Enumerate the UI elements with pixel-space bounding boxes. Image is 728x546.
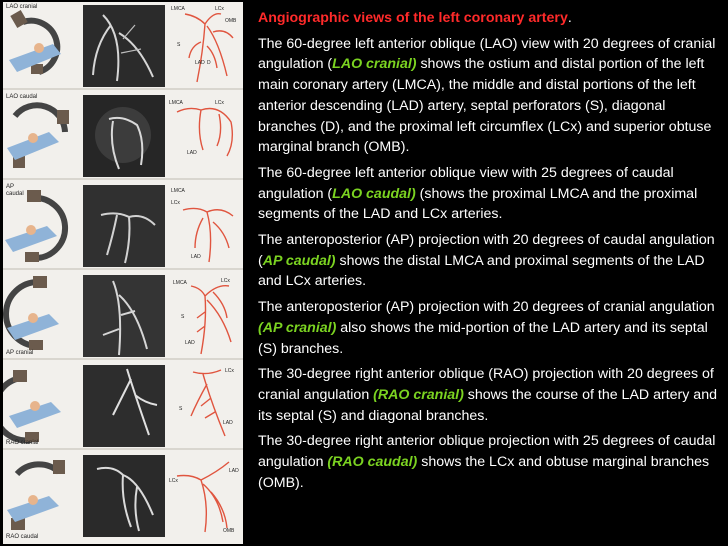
paragraph-text: The 60-degree left anterior oblique view with 25 degrees of caudal angulation ( bbox=[258, 164, 674, 202]
vessel-label: LMCA bbox=[171, 188, 185, 194]
c-arm-schematic bbox=[3, 2, 81, 90]
paragraph-rao-caudal bbox=[258, 431, 720, 493]
view-row-rao-cranial bbox=[3, 362, 243, 450]
paragraph-text: The 60-degree left anterior oblique (LAO) view with 20 degrees of cranial angulation ( bbox=[258, 35, 716, 73]
view-highlight: (AP cranial) bbox=[258, 319, 337, 336]
vessel-label: OMB bbox=[223, 528, 235, 534]
vessel-label: OMB bbox=[225, 18, 237, 24]
vessel-label: LAD bbox=[185, 340, 195, 346]
coronary-tree-diagram bbox=[167, 2, 243, 90]
view-highlight: LAO cranial) bbox=[332, 56, 417, 73]
paragraph-ap-caudal bbox=[258, 230, 720, 292]
paragraph-text: shows the ostium and distal portion of the left main coronary artery (LMCA), the middle and distal portions of the left anterior descending (LAD) artery, septal perforators (S), diagonal branches (D), and the proximal left circumflex (LCx) and superior obtuse marginal branch (OMB). bbox=[258, 56, 712, 156]
heading-line bbox=[258, 8, 720, 29]
view-label: LAO cranial bbox=[6, 4, 38, 10]
coronary-tree-diagram bbox=[167, 92, 243, 180]
c-arm-schematic bbox=[3, 92, 81, 180]
vessel-label: S bbox=[179, 406, 183, 412]
view-row-lao-cranial bbox=[3, 2, 243, 90]
paragraph-text: The anteroposterior (AP) projection with 20 degrees of caudal angulation ( bbox=[258, 232, 715, 269]
c-arm-schematic bbox=[3, 362, 81, 450]
section-heading: Angiographic views of the left coronary artery bbox=[258, 10, 568, 26]
view-highlight: LAO caudal) bbox=[332, 185, 416, 202]
view-highlight: (RAO cranial) bbox=[373, 386, 464, 403]
view-highlight: (RAO caudal) bbox=[327, 454, 418, 471]
vessel-label: LCx bbox=[221, 278, 230, 284]
angiogram-image bbox=[83, 455, 165, 537]
coronary-tree-diagram bbox=[167, 182, 243, 270]
vessel-label: LMCA bbox=[173, 280, 187, 286]
vessel-label: LAD bbox=[187, 150, 197, 156]
vessel-label: LCx bbox=[215, 6, 224, 12]
vessel-label: LAD bbox=[223, 420, 233, 426]
paragraph-text: shows the course of the LAD artery and its septal (S) and diagonal branches. bbox=[258, 386, 717, 424]
angiographic-views-figure bbox=[3, 2, 243, 544]
paragraph-text: (shows the proximal LMCA and the proximal segments of the LAD and LCx arteries. bbox=[258, 185, 698, 223]
vessel-label: LAD bbox=[191, 254, 201, 260]
view-row-rao-caudal bbox=[3, 452, 243, 544]
vessel-label: LCx bbox=[169, 478, 178, 484]
angiogram-image bbox=[83, 365, 165, 447]
coronary-tree-diagram bbox=[167, 272, 243, 360]
c-arm-schematic bbox=[3, 452, 81, 540]
c-arm-schematic bbox=[3, 272, 81, 360]
vessel-label: D bbox=[207, 60, 211, 66]
paragraph-text: shows the distal LMCA and proximal segments of the LAD and LCx arteries. bbox=[258, 252, 705, 290]
coronary-tree-diagram bbox=[167, 362, 243, 450]
vessel-label: LAD bbox=[229, 468, 239, 474]
coronary-tree-diagram bbox=[167, 452, 243, 540]
view-row-lao-caudal bbox=[3, 92, 243, 180]
vessel-label: LCx bbox=[225, 368, 234, 374]
paragraph-text: also shows the mid-portion of the LAD artery and its septal (S) branches. bbox=[258, 319, 708, 357]
view-label: RAO cranial bbox=[6, 440, 39, 446]
vessel-label: LMCA bbox=[171, 6, 185, 12]
paragraph-rao-cranial bbox=[258, 364, 720, 426]
view-row-ap-caudal bbox=[3, 182, 243, 270]
description-panel bbox=[258, 8, 720, 498]
vessel-label: LMCA bbox=[169, 100, 183, 106]
paragraph-text: The 30-degree right anterior oblique projection with 25 degrees of caudal angulation bbox=[258, 433, 716, 471]
paragraph-lao-cranial bbox=[258, 34, 720, 158]
vessel-label: S bbox=[177, 42, 181, 48]
heading-period: . bbox=[567, 10, 572, 26]
angiogram-image bbox=[83, 185, 165, 267]
angiogram-image bbox=[83, 5, 165, 87]
paragraph-lao-caudal bbox=[258, 163, 720, 225]
vessel-label: LAD bbox=[195, 60, 205, 66]
paragraph-text: shows the LCx and obtuse marginal branches (OMB). bbox=[258, 454, 710, 491]
view-label: AP caudal bbox=[6, 184, 24, 197]
angiogram-image bbox=[83, 95, 165, 177]
view-row-ap-cranial bbox=[3, 272, 243, 360]
view-label: RAO caudal bbox=[6, 534, 39, 540]
view-label: AP cranial bbox=[6, 350, 34, 356]
angiogram-image bbox=[83, 275, 165, 357]
vessel-label: LCx bbox=[171, 200, 180, 206]
paragraph-text: The 30-degree right anterior oblique (RAO) projection with 20 degrees of cranial angulation bbox=[258, 366, 714, 403]
view-highlight: AP caudal) bbox=[262, 252, 336, 269]
vessel-label: LCx bbox=[215, 100, 224, 106]
view-label: LAO caudal bbox=[6, 94, 38, 100]
vessel-label: S bbox=[181, 314, 185, 320]
paragraph-ap-cranial bbox=[258, 297, 720, 359]
paragraph-text: The anteroposterior (AP) projection with 20 degrees of cranial angulation bbox=[258, 299, 715, 316]
